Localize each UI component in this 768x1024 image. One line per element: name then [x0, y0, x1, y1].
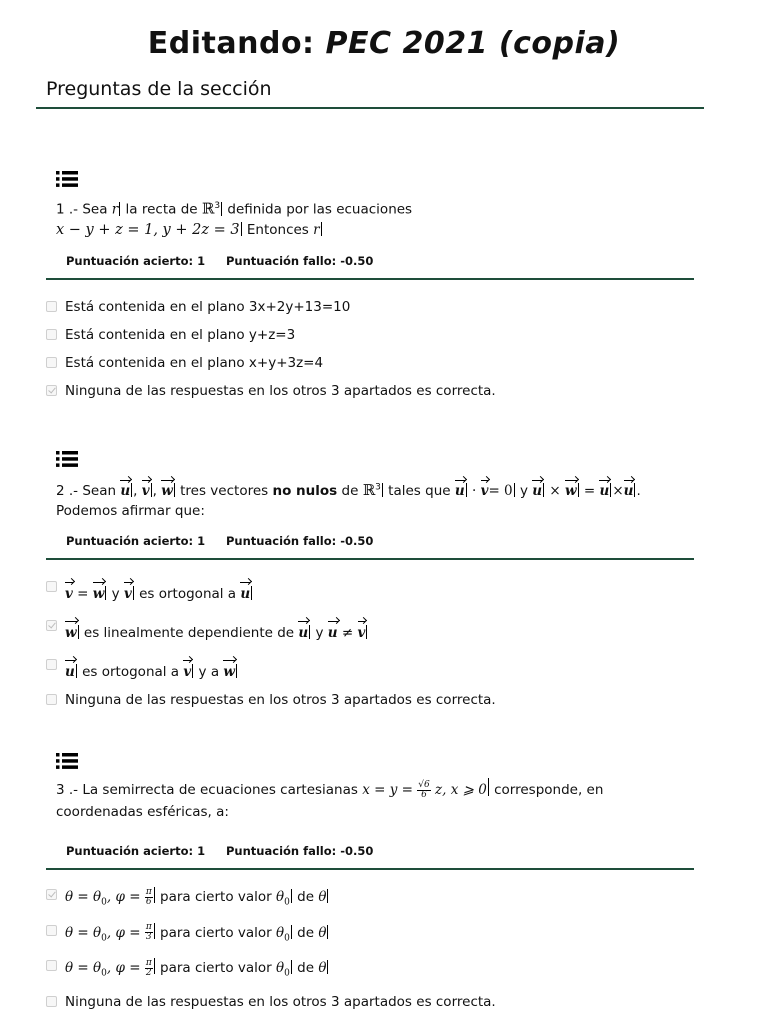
math-theta: θ: [318, 889, 327, 905]
question-text-part: definida por las ecuaciones: [223, 201, 413, 218]
vector-u: u: [328, 617, 338, 644]
question-text: 2 .- Sean u , v , w tres vectores no nulos de ℝ$^3$ tales que u · v= 0 y u × w = u ×u . Podemos afirmar que:: [56, 476, 696, 521]
vector-w: w: [93, 578, 105, 605]
math-subscript: 0: [284, 969, 290, 980]
math-cross: ×: [612, 483, 624, 499]
answer-option[interactable]: [46, 691, 706, 709]
math-cross: ×: [549, 483, 561, 499]
text-cursor: [634, 483, 635, 497]
answer-option[interactable]: [46, 326, 706, 344]
text-cursor: [78, 625, 79, 639]
list-icon[interactable]: [56, 752, 78, 770]
math-exponent: 3: [375, 482, 381, 493]
option-label: y: [107, 586, 124, 602]
question-2: [56, 450, 696, 521]
vector-u: u: [240, 578, 250, 605]
option-label: de: [292, 960, 319, 977]
math-phi: , φ =: [106, 924, 145, 941]
vector-w: w: [223, 656, 235, 683]
math-r: r: [313, 221, 320, 238]
option-label: Está contenida en el plano y+z=3: [65, 327, 296, 343]
text-cursor: [251, 586, 252, 600]
list-icon[interactable]: [56, 450, 78, 468]
math-subscript: 0: [101, 969, 107, 980]
text-cursor: [291, 889, 292, 903]
question-text-part: y: [519, 483, 533, 499]
option-label: Está contenida en el plano x+y+3z=4: [65, 355, 324, 371]
option-label: es ortogonal a: [77, 664, 184, 680]
question-number: 2: [56, 483, 65, 499]
checkbox[interactable]: [46, 960, 57, 971]
question-text-part: .- Sean: [64, 483, 121, 499]
text-cursor: [466, 483, 467, 497]
math-equation: z, x ⩾ 0: [435, 782, 487, 798]
score-correct: Puntuación acierto: 1: [66, 254, 206, 268]
question-text-bold: no nulos: [272, 483, 338, 499]
option-label: es linealmente dependiente de: [79, 625, 299, 641]
fraction-numerator: π: [145, 886, 152, 897]
fraction-denominator: 2: [145, 967, 152, 978]
vector-u: u: [455, 476, 465, 501]
list-icon[interactable]: [56, 170, 78, 188]
math-equation: x = y =: [362, 782, 418, 798]
math-equals-zero: = 0: [488, 483, 513, 499]
vector-u: u: [298, 617, 308, 644]
vector-v: v: [142, 476, 150, 501]
math-R3: ℝ: [362, 481, 376, 499]
checkbox[interactable]: [46, 301, 57, 312]
checkbox-checked[interactable]: [46, 385, 57, 396]
vector-v: v: [124, 578, 132, 605]
text-cursor: [241, 222, 242, 236]
page-title: [0, 26, 768, 61]
fraction-denominator: 6: [421, 789, 427, 800]
question-1: [56, 170, 696, 240]
text-cursor: [131, 483, 132, 497]
text-cursor: [327, 889, 328, 903]
option-label: para cierto valor: [155, 924, 276, 941]
math-theta: θ = θ: [65, 924, 102, 941]
score-wrong: Puntuación fallo: -0.50: [226, 844, 374, 858]
vector-w: w: [65, 617, 77, 644]
answer-option[interactable]: [46, 382, 706, 400]
vector-u: u: [532, 476, 542, 501]
option-label: y: [311, 625, 328, 641]
answer-option[interactable]: [46, 656, 706, 683]
title-prefix: Editando:: [147, 26, 326, 61]
vector-w: w: [161, 476, 173, 501]
question-text-part: Entonces: [242, 221, 314, 238]
options-list: [46, 578, 706, 709]
checkbox[interactable]: [46, 925, 57, 936]
text-cursor: [133, 586, 134, 600]
answer-option[interactable]: [46, 993, 706, 1011]
math-subscript: 0: [101, 897, 107, 908]
checkbox[interactable]: [46, 659, 57, 670]
fraction-numerator: π: [145, 957, 152, 968]
score-correct: Puntuación acierto: 1: [66, 534, 206, 548]
text-cursor: [321, 222, 322, 236]
text-cursor: [366, 625, 367, 639]
math-subscript: 0: [101, 933, 107, 944]
score-divider: [46, 868, 694, 870]
question-3: [56, 752, 696, 823]
question-number: 3: [56, 782, 65, 798]
checkbox-checked[interactable]: [46, 620, 57, 631]
question-text: [56, 196, 696, 240]
math-phi: , φ =: [106, 889, 145, 905]
vector-u: u: [624, 476, 634, 501]
fraction-denominator: 3: [145, 932, 152, 943]
answer-option[interactable]: [46, 354, 706, 372]
math-dot: ·: [471, 483, 477, 499]
fraction-numerator: √6: [418, 779, 430, 790]
checkbox-checked[interactable]: [46, 889, 57, 900]
score-divider: [46, 558, 694, 560]
question-text-part: Podemos afirmar que:: [56, 503, 205, 519]
score-wrong: Puntuación fallo: -0.50: [226, 254, 374, 268]
text-cursor: [291, 960, 292, 974]
option-label: de: [292, 889, 319, 905]
text-cursor: [327, 960, 328, 974]
vector-u: u: [599, 476, 609, 501]
answer-option[interactable]: [46, 922, 706, 950]
vector-u: u: [120, 476, 130, 501]
math-theta: θ: [275, 960, 285, 977]
option-label: es ortogonal a: [134, 586, 241, 602]
option-label: de: [292, 924, 319, 941]
question-text-part: .- Sea: [64, 201, 112, 218]
vector-v: v: [65, 578, 73, 605]
checkbox[interactable]: [46, 581, 57, 592]
text-cursor: [221, 202, 222, 216]
math-subscript: 0: [284, 933, 290, 944]
score-row: [46, 250, 694, 280]
answer-option[interactable]: [46, 886, 706, 914]
text-cursor: [291, 925, 292, 939]
checkbox[interactable]: [46, 996, 57, 1007]
text-cursor: [543, 483, 544, 497]
option-label: Ninguna de las respuestas en los otros 3 apartados es correcta.: [65, 994, 496, 1011]
question-text-part: tres vectores: [175, 483, 273, 499]
math-fraction: [145, 923, 153, 942]
option-label: Está contenida en el plano 3x+2y+13=10: [65, 299, 351, 315]
option-label: y a: [194, 664, 224, 680]
question-text-part: .- La semirrecta de ecuaciones cartesianas: [64, 782, 363, 798]
score-divider: [46, 278, 694, 280]
math-R3: ℝ: [201, 199, 215, 218]
math-subscript: 0: [284, 897, 290, 908]
section-divider: [36, 107, 704, 109]
math-equals: =: [583, 483, 596, 499]
option-label: para cierto valor: [155, 960, 276, 977]
math-theta: θ: [275, 889, 285, 905]
math-theta: θ: [318, 924, 327, 941]
answer-option[interactable]: [46, 957, 706, 985]
options-list: [46, 886, 706, 1011]
fraction-numerator: π: [145, 922, 152, 933]
math-phi: , φ =: [106, 960, 145, 977]
vector-v: v: [358, 617, 366, 644]
option-label: Ninguna de las respuestas en los otros 3 apartados es correcta.: [65, 692, 496, 708]
checkbox[interactable]: [46, 357, 57, 368]
text-cursor: [154, 923, 155, 939]
text-cursor: [154, 887, 155, 903]
math-theta: θ: [275, 924, 285, 941]
text-cursor: [578, 483, 579, 497]
score-correct: Puntuación acierto: 1: [66, 844, 206, 858]
fraction-denominator: 6: [145, 896, 152, 907]
section-title: Preguntas de la sección: [46, 78, 272, 100]
math-fraction: [145, 888, 153, 907]
text-cursor: [488, 778, 489, 796]
vector-u: u: [65, 656, 75, 683]
question-text: [56, 778, 696, 823]
math-fraction: [145, 959, 153, 978]
checkbox[interactable]: [46, 694, 57, 705]
math-theta: θ = θ: [65, 960, 102, 977]
answer-option[interactable]: [46, 298, 706, 316]
options-list: [46, 298, 706, 400]
question-text-part: coordenadas esféricas, a:: [56, 804, 229, 820]
score-row: [46, 530, 694, 560]
text-cursor: [382, 483, 383, 497]
vector-v: v: [183, 656, 191, 683]
math-not-equal: ≠: [341, 625, 354, 641]
score-row: [46, 840, 694, 870]
vector-w: w: [565, 476, 577, 501]
text-cursor: [327, 925, 328, 939]
math-theta: θ: [318, 960, 327, 977]
question-number: 1: [56, 201, 65, 218]
text-cursor: [76, 664, 77, 678]
math-equals: =: [77, 586, 89, 602]
question-text-part: de: [337, 483, 363, 499]
text-cursor: [236, 664, 237, 678]
checkbox[interactable]: [46, 329, 57, 340]
math-r: r: [111, 201, 119, 218]
question-text-part: tales que: [383, 483, 455, 499]
title-exam-name: PEC 2021 (copia): [325, 26, 621, 61]
answer-option[interactable]: [46, 617, 706, 644]
question-text-part: corresponde, en: [489, 782, 604, 798]
math-fraction: [417, 781, 430, 800]
math-theta: θ = θ: [65, 889, 102, 905]
question-text-part: la recta de: [121, 201, 202, 218]
text-cursor: [514, 483, 515, 497]
text-cursor: [151, 483, 152, 497]
text-cursor: [154, 958, 155, 974]
vector-v: v: [481, 476, 489, 501]
math-exponent: 3: [214, 201, 221, 211]
math-equation: x − y + z = 1, y + 2z = 3: [56, 221, 240, 238]
answer-option[interactable]: [46, 578, 706, 605]
text-cursor: [174, 483, 175, 497]
option-label: Ninguna de las respuestas en los otros 3 apartados es correcta.: [65, 383, 496, 399]
score-wrong: Puntuación fallo: -0.50: [226, 534, 374, 548]
option-label: para cierto valor: [155, 889, 276, 905]
